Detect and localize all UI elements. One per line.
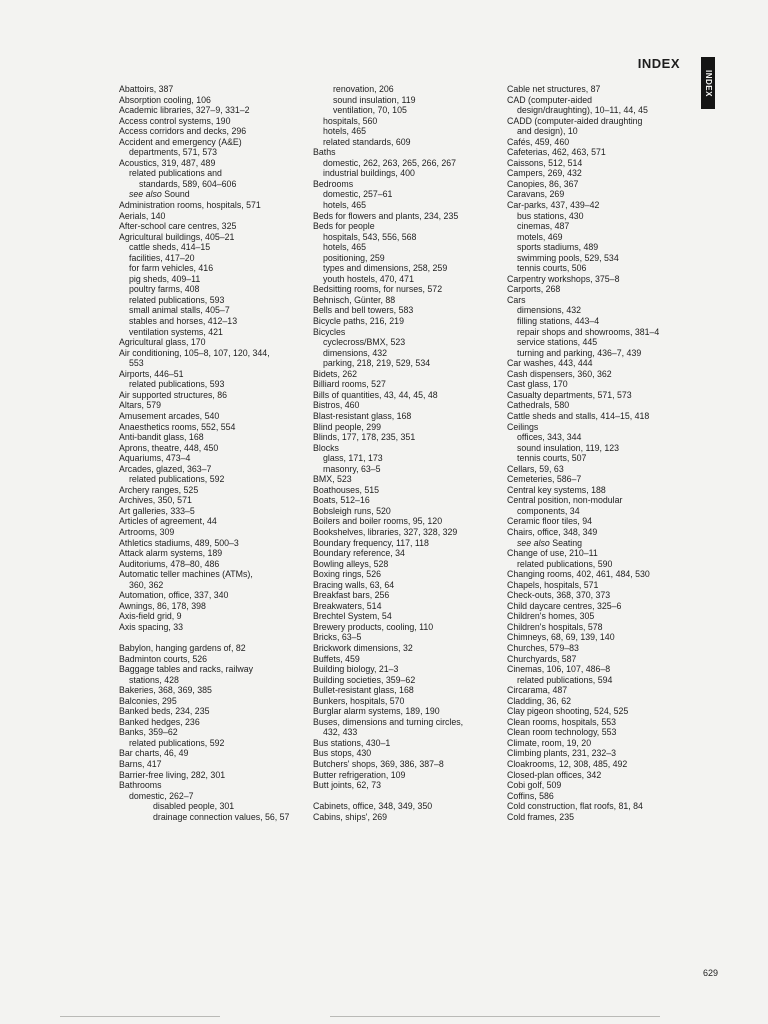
index-entry: Brechtel System, 54 bbox=[313, 611, 392, 622]
index-subentry: sports stadiums, 489 bbox=[517, 242, 599, 253]
index-entry: Barns, 417 bbox=[119, 759, 162, 769]
index-entry: Bells and bell towers, 583 bbox=[313, 305, 414, 316]
index-entry: Cattle sheds and stalls, 414–15, 418 bbox=[507, 410, 650, 421]
index-subentry: parking, 218, 219, 529, 534 bbox=[323, 358, 431, 369]
index-entry: Cafeterias, 462, 463, 571 bbox=[507, 147, 606, 158]
index-entry: Axis spacing, 33 bbox=[119, 621, 184, 632]
index-entry: Behnisch, Günter, 88 bbox=[313, 294, 396, 305]
index-subentry: masonry, 63–5 bbox=[323, 463, 381, 474]
index-entry: Bills of quantities, 43, 44, 45, 48 bbox=[313, 389, 438, 400]
index-entry: Boilers and boiler rooms, 95, 120 bbox=[313, 516, 443, 527]
index-entry: Chapels, hospitals, 571 bbox=[507, 579, 599, 590]
index-entry: Anaesthetics rooms, 552, 554 bbox=[119, 421, 236, 432]
index-subentry: poultry farms, 408 bbox=[129, 284, 200, 295]
index-entry: Car washes, 443, 444 bbox=[507, 358, 593, 369]
index-subentry: related standards, 609 bbox=[323, 136, 411, 147]
index-subentry: components, 34 bbox=[517, 505, 580, 516]
index-entry: Cinemas, 106, 107, 486–8 bbox=[507, 664, 611, 675]
index-entry: Breakfast bars, 256 bbox=[313, 590, 390, 601]
index-subentry: hotels, 465 bbox=[323, 200, 367, 211]
index-column-1 bbox=[119, 84, 309, 822]
index-entry: Bicycles bbox=[313, 326, 346, 337]
index-entry: Clay pigeon shooting, 524, 525 bbox=[507, 706, 629, 717]
index-entry: Building biology, 21–3 bbox=[313, 664, 399, 675]
index-entry: Brewery products, cooling, 110 bbox=[313, 621, 434, 632]
index-subentry: hospitals, 560 bbox=[323, 115, 378, 126]
index-entry: Cathedrals, 580 bbox=[507, 400, 570, 411]
section-thumb-tab-label: INDEX bbox=[703, 69, 713, 97]
index-subentry: standards, 589, 604–606 bbox=[139, 178, 237, 189]
index-entry: Bracing walls, 63, 64 bbox=[313, 579, 395, 590]
index-entry: Aquariums, 473–4 bbox=[119, 453, 191, 464]
index-subentry: pig sheds, 409–11 bbox=[129, 273, 201, 284]
index-subentry: industrial buildings, 400 bbox=[323, 168, 415, 179]
index-entry: Cemeteries, 586–7 bbox=[507, 474, 582, 485]
index-entry: Cable net structures, 87 bbox=[507, 84, 601, 94]
index-subentry: related publications and bbox=[129, 168, 222, 179]
index-entry: Central position, non-modular bbox=[507, 495, 623, 506]
index-subentry: bus stations, 430 bbox=[517, 210, 584, 221]
index-entry: Billiard rooms, 527 bbox=[313, 379, 386, 390]
index-subentry: hospitals, 543, 556, 568 bbox=[323, 231, 417, 242]
index-subentry: related publications, 590 bbox=[517, 558, 613, 569]
index-subentry: service stations, 445 bbox=[517, 337, 598, 348]
index-entry: Abattoirs, 387 bbox=[119, 84, 174, 94]
index-entry: Child daycare centres, 325–6 bbox=[507, 600, 622, 611]
index-entry: Blind people, 299 bbox=[313, 421, 381, 432]
index-entry: Artrooms, 309 bbox=[119, 526, 175, 537]
index-entry: Automatic teller machines (ATMs), bbox=[119, 569, 253, 580]
index-entry: Ceilings bbox=[507, 421, 539, 432]
index-entry: Bedrooms bbox=[313, 178, 354, 189]
index-subentry: 360, 362 bbox=[129, 579, 164, 590]
index-entry: Badminton courts, 526 bbox=[119, 653, 208, 664]
index-subentry: glass, 171, 173 bbox=[323, 453, 383, 464]
index-entry: Bedsitting rooms, for nurses, 572 bbox=[313, 284, 443, 295]
index-entry: Bar charts, 46, 49 bbox=[119, 748, 189, 759]
index-entry: Clean room technology, 553 bbox=[507, 727, 617, 738]
index-entry: Cast glass, 170 bbox=[507, 379, 568, 390]
index-entry: Beds for flowers and plants, 234, 235 bbox=[313, 210, 459, 221]
index-subentry: filling stations, 443–4 bbox=[517, 316, 600, 327]
index-entry: Art galleries, 333–5 bbox=[119, 505, 195, 516]
index-entry: Auditoriums, 478–80, 486 bbox=[119, 558, 220, 569]
index-entry: Caissons, 512, 514 bbox=[507, 157, 583, 168]
index-entry: Absorption cooling, 106 bbox=[119, 94, 211, 105]
index-entry: After-school care centres, 325 bbox=[119, 221, 237, 232]
index-entry: Breakwaters, 514 bbox=[313, 600, 382, 611]
index-entry: Brickwork dimensions, 32 bbox=[313, 642, 413, 653]
letter-group-gap bbox=[313, 791, 503, 802]
index-entry: Butt joints, 62, 73 bbox=[313, 780, 381, 791]
index-entry: Axis-field grid, 9 bbox=[119, 611, 182, 622]
index-entry: Boundary frequency, 117, 118 bbox=[313, 537, 429, 548]
index-entry: Check-outs, 368, 370, 373 bbox=[507, 590, 611, 601]
index-subentry: swimming pools, 529, 534 bbox=[517, 252, 619, 263]
scan-edge-line bbox=[330, 1016, 660, 1017]
index-entry: Agricultural glass, 170 bbox=[119, 337, 206, 348]
index-subentry: departments, 571, 573 bbox=[129, 147, 218, 158]
index-entry: Air supported structures, 86 bbox=[119, 389, 228, 400]
index-entry: Automation, office, 337, 340 bbox=[119, 590, 229, 601]
index-entry: Cabinets, office, 348, 349, 350 bbox=[313, 801, 433, 812]
index-subentry: motels, 469 bbox=[517, 231, 563, 242]
index-subentry: domestic, 257–61 bbox=[323, 189, 393, 200]
index-entry: Academic libraries, 327–9, 331–2 bbox=[119, 105, 250, 116]
index-entry: Churchyards, 587 bbox=[507, 653, 577, 664]
index-subentry: domestic, 262–7 bbox=[129, 790, 194, 801]
index-entry: CAD (computer-aided bbox=[507, 94, 593, 105]
index-entry: Canopies, 86, 367 bbox=[507, 178, 579, 189]
index-entry: Clean rooms, hospitals, 553 bbox=[507, 716, 617, 727]
index-entry: Blast-resistant glass, 168 bbox=[313, 410, 412, 421]
index-entry: Bathrooms bbox=[119, 780, 162, 791]
index-entry: Babylon, hanging gardens of, 82 bbox=[119, 642, 246, 653]
index-entry: Bakeries, 368, 369, 385 bbox=[119, 685, 212, 696]
index-entry: Changing rooms, 402, 461, 484, 530 bbox=[507, 569, 650, 580]
index-subentry: cattle sheds, 414–15 bbox=[129, 242, 211, 253]
index-entry: Boxing rings, 526 bbox=[313, 569, 381, 580]
index-entry: Balconies, 295 bbox=[119, 695, 177, 706]
index-entry: Bunkers, hospitals, 570 bbox=[313, 695, 405, 706]
index-entry: Archives, 350, 571 bbox=[119, 495, 192, 506]
index-subentry: hotels, 465 bbox=[323, 126, 367, 137]
index-entry: Archery ranges, 525 bbox=[119, 484, 199, 495]
index-entry: Central key systems, 188 bbox=[507, 484, 606, 495]
index-entry: Aerials, 140 bbox=[119, 210, 166, 221]
index-entry: Circarama, 487 bbox=[507, 685, 568, 696]
index-entry: Caravans, 269 bbox=[507, 189, 565, 200]
index-entry: Access control systems, 190 bbox=[119, 115, 231, 126]
index-entry: Cold frames, 235 bbox=[507, 811, 574, 822]
index-entry: Climate, room, 19, 20 bbox=[507, 737, 592, 748]
index-entry: CADD (computer-aided draughting bbox=[507, 115, 643, 126]
index-entry: Butchers' shops, 369, 386, 387–8 bbox=[313, 759, 444, 769]
index-subentry: see also Sound bbox=[129, 189, 190, 200]
index-entry: Arcades, glazed, 363–7 bbox=[119, 463, 212, 474]
index-subentry: see also Seating bbox=[517, 537, 583, 548]
index-subentry: related publications, 594 bbox=[517, 674, 613, 685]
index-entry: Articles of agreement, 44 bbox=[119, 516, 217, 527]
index-entry: Aprons, theatre, 448, 450 bbox=[119, 442, 219, 453]
index-entry: Acoustics, 319, 487, 489 bbox=[119, 157, 216, 168]
index-entry: Buffets, 459 bbox=[313, 653, 360, 664]
index-subentry: 553 bbox=[129, 358, 144, 369]
index-entry: Bicycle paths, 216, 219 bbox=[313, 316, 404, 327]
index-entry: Baths bbox=[313, 147, 336, 158]
index-subentry: positioning, 259 bbox=[323, 252, 385, 263]
index-entry: Baggage tables and racks, railway bbox=[119, 664, 253, 675]
index-entry: Access corridors and decks, 296 bbox=[119, 126, 247, 137]
index-entry: Cash dispensers, 360, 362 bbox=[507, 368, 612, 379]
index-entry: Attack alarm systems, 189 bbox=[119, 548, 223, 559]
index-entry: Cold construction, flat roofs, 81, 84 bbox=[507, 801, 643, 812]
index-entry: Bowling alleys, 528 bbox=[313, 558, 389, 569]
index-entry: Awnings, 86, 178, 398 bbox=[119, 600, 206, 611]
index-entry: Boats, 512–16 bbox=[313, 495, 370, 506]
page-number: 629 bbox=[703, 968, 719, 978]
index-entry: Bus stops, 430 bbox=[313, 748, 372, 759]
index-column-2 bbox=[313, 84, 503, 822]
index-entry: Change of use, 210–11 bbox=[507, 548, 598, 559]
index-entry: Blinds, 177, 178, 235, 351 bbox=[313, 432, 416, 443]
letter-group-gap bbox=[119, 632, 309, 643]
index-subentry: ventilation, 70, 105 bbox=[333, 105, 407, 116]
index-entry: Coffins, 586 bbox=[507, 790, 554, 801]
index-subentry: repair shops and showrooms, 381–4 bbox=[517, 326, 660, 337]
index-subentry: 432, 433 bbox=[323, 727, 358, 738]
index-entry: Beds for people bbox=[313, 221, 375, 232]
index-entry: Casualty departments, 571, 573 bbox=[507, 389, 632, 400]
index-subentry: related publications, 592 bbox=[129, 737, 225, 748]
index-subentry: renovation, 206 bbox=[333, 84, 394, 94]
page-title: INDEX bbox=[637, 56, 680, 71]
index-subentry: related publications, 592 bbox=[129, 474, 225, 485]
index-entry: Burglar alarm systems, 189, 190 bbox=[313, 706, 440, 717]
index-subentry: cyclecross/BMX, 523 bbox=[323, 337, 406, 348]
index-entry: Chimneys, 68, 69, 139, 140 bbox=[507, 632, 615, 643]
index-entry: Athletics stadiums, 489, 500–3 bbox=[119, 537, 239, 548]
index-entry: Chairs, office, 348, 349 bbox=[507, 526, 598, 537]
index-subentry: and design), 10 bbox=[517, 126, 578, 137]
index-entry: Cladding, 36, 62 bbox=[507, 695, 572, 706]
index-entry: Anti-bandit glass, 168 bbox=[119, 432, 204, 443]
index-entry: Banks, 359–62 bbox=[119, 727, 178, 738]
index-entry: Cellars, 59, 63 bbox=[507, 463, 564, 474]
index-entry: Cafés, 459, 460 bbox=[507, 136, 570, 147]
index-entry: Carports, 268 bbox=[507, 284, 561, 295]
index-entry: Barrier-free living, 282, 301 bbox=[119, 769, 226, 780]
index-entry: Closed-plan offices, 342 bbox=[507, 769, 602, 780]
index-entry: Bullet-resistant glass, 168 bbox=[313, 685, 414, 696]
index-entry: Cobi golf, 509 bbox=[507, 780, 562, 791]
index-entry: Bobsleigh runs, 520 bbox=[313, 505, 391, 516]
index-entry: Accident and emergency (A&E) bbox=[119, 136, 242, 147]
index-subentry: dimensions, 432 bbox=[323, 347, 388, 358]
index-subentry: related publications, 593 bbox=[129, 379, 225, 390]
index-entry: Bistros, 460 bbox=[313, 400, 360, 411]
index-subentry: types and dimensions, 258, 259 bbox=[323, 263, 448, 274]
index-subentry: tennis courts, 506 bbox=[517, 263, 587, 274]
index-subentry: tennis courts, 507 bbox=[517, 453, 587, 464]
index-entry: Campers, 269, 432 bbox=[507, 168, 582, 179]
index-subentry: drainage connection values, 56, 57 bbox=[153, 811, 290, 822]
index-subentry: turning and parking, 436–7, 439 bbox=[517, 347, 642, 358]
index-column-3 bbox=[507, 84, 707, 822]
index-subentry: small animal stalls, 405–7 bbox=[129, 305, 230, 316]
index-entry: Amusement arcades, 540 bbox=[119, 410, 220, 421]
index-entry: Administration rooms, hospitals, 571 bbox=[119, 200, 261, 211]
index-subentry: ventilation systems, 421 bbox=[129, 326, 223, 337]
index-entry: Boundary reference, 34 bbox=[313, 548, 405, 559]
index-subentry: sound insulation, 119, 123 bbox=[517, 442, 620, 453]
index-entry: Banked hedges, 236 bbox=[119, 716, 200, 727]
index-subentry: hotels, 465 bbox=[323, 242, 367, 253]
index-subentry: domestic, 262, 263, 265, 266, 267 bbox=[323, 157, 457, 168]
index-subentry: facilities, 417–20 bbox=[129, 252, 195, 263]
index-entry: Agricultural buildings, 405–21 bbox=[119, 231, 235, 242]
index-subentry: cinemas, 487 bbox=[517, 221, 570, 232]
index-entry: Churches, 579–83 bbox=[507, 642, 579, 653]
index-entry: Car-parks, 437, 439–42 bbox=[507, 200, 600, 211]
index-entry: Altars, 579 bbox=[119, 400, 162, 411]
index-entry: Carpentry workshops, 375–8 bbox=[507, 273, 620, 284]
index-subentry: disabled people, 301 bbox=[153, 801, 235, 812]
index-entry: Airports, 446–51 bbox=[119, 368, 184, 379]
index-entry: Boathouses, 515 bbox=[313, 484, 380, 495]
index-entry: Butter refrigeration, 109 bbox=[313, 769, 406, 780]
index-entry: Cloakrooms, 12, 308, 485, 492 bbox=[507, 759, 628, 769]
index-subentry: stables and horses, 412–13 bbox=[129, 316, 238, 327]
index-entry: Blocks bbox=[313, 442, 339, 453]
index-subentry: youth hostels, 470, 471 bbox=[323, 273, 414, 284]
index-entry: BMX, 523 bbox=[313, 474, 352, 485]
index-entry: Ceramic floor tiles, 94 bbox=[507, 516, 593, 527]
index-entry: Cars bbox=[507, 294, 526, 305]
index-entry: Building societies, 359–62 bbox=[313, 674, 416, 685]
index-entry: Children's hospitals, 578 bbox=[507, 621, 603, 632]
index-entry: Bricks, 63–5 bbox=[313, 632, 362, 643]
index-subentry: sound insulation, 119 bbox=[333, 94, 416, 105]
index-entry: Bidets, 262 bbox=[313, 368, 358, 379]
index-entry: Climbing plants, 231, 232–3 bbox=[507, 748, 617, 759]
index-subentry: offices, 343, 344 bbox=[517, 432, 582, 443]
index-subentry: dimensions, 432 bbox=[517, 305, 582, 316]
index-subentry: stations, 428 bbox=[129, 674, 179, 685]
index-entry: Bus stations, 430–1 bbox=[313, 737, 391, 748]
index-entry: Air conditioning, 105–8, 107, 120, 344, bbox=[119, 347, 270, 358]
index-subentry: for farm vehicles, 416 bbox=[129, 263, 214, 274]
index-entry: Buses, dimensions and turning circles, bbox=[313, 716, 464, 727]
index-entry: Cabins, ships', 269 bbox=[313, 811, 388, 822]
index-subentry: design/draughting), 10–11, 44, 45 bbox=[517, 105, 648, 116]
scan-edge-line bbox=[60, 1016, 220, 1017]
index-entry: Children's homes, 305 bbox=[507, 611, 595, 622]
index-entry: Bookshelves, libraries, 327, 328, 329 bbox=[313, 526, 458, 537]
index-entry: Banked beds, 234, 235 bbox=[119, 706, 210, 717]
index-subentry: related publications, 593 bbox=[129, 294, 225, 305]
